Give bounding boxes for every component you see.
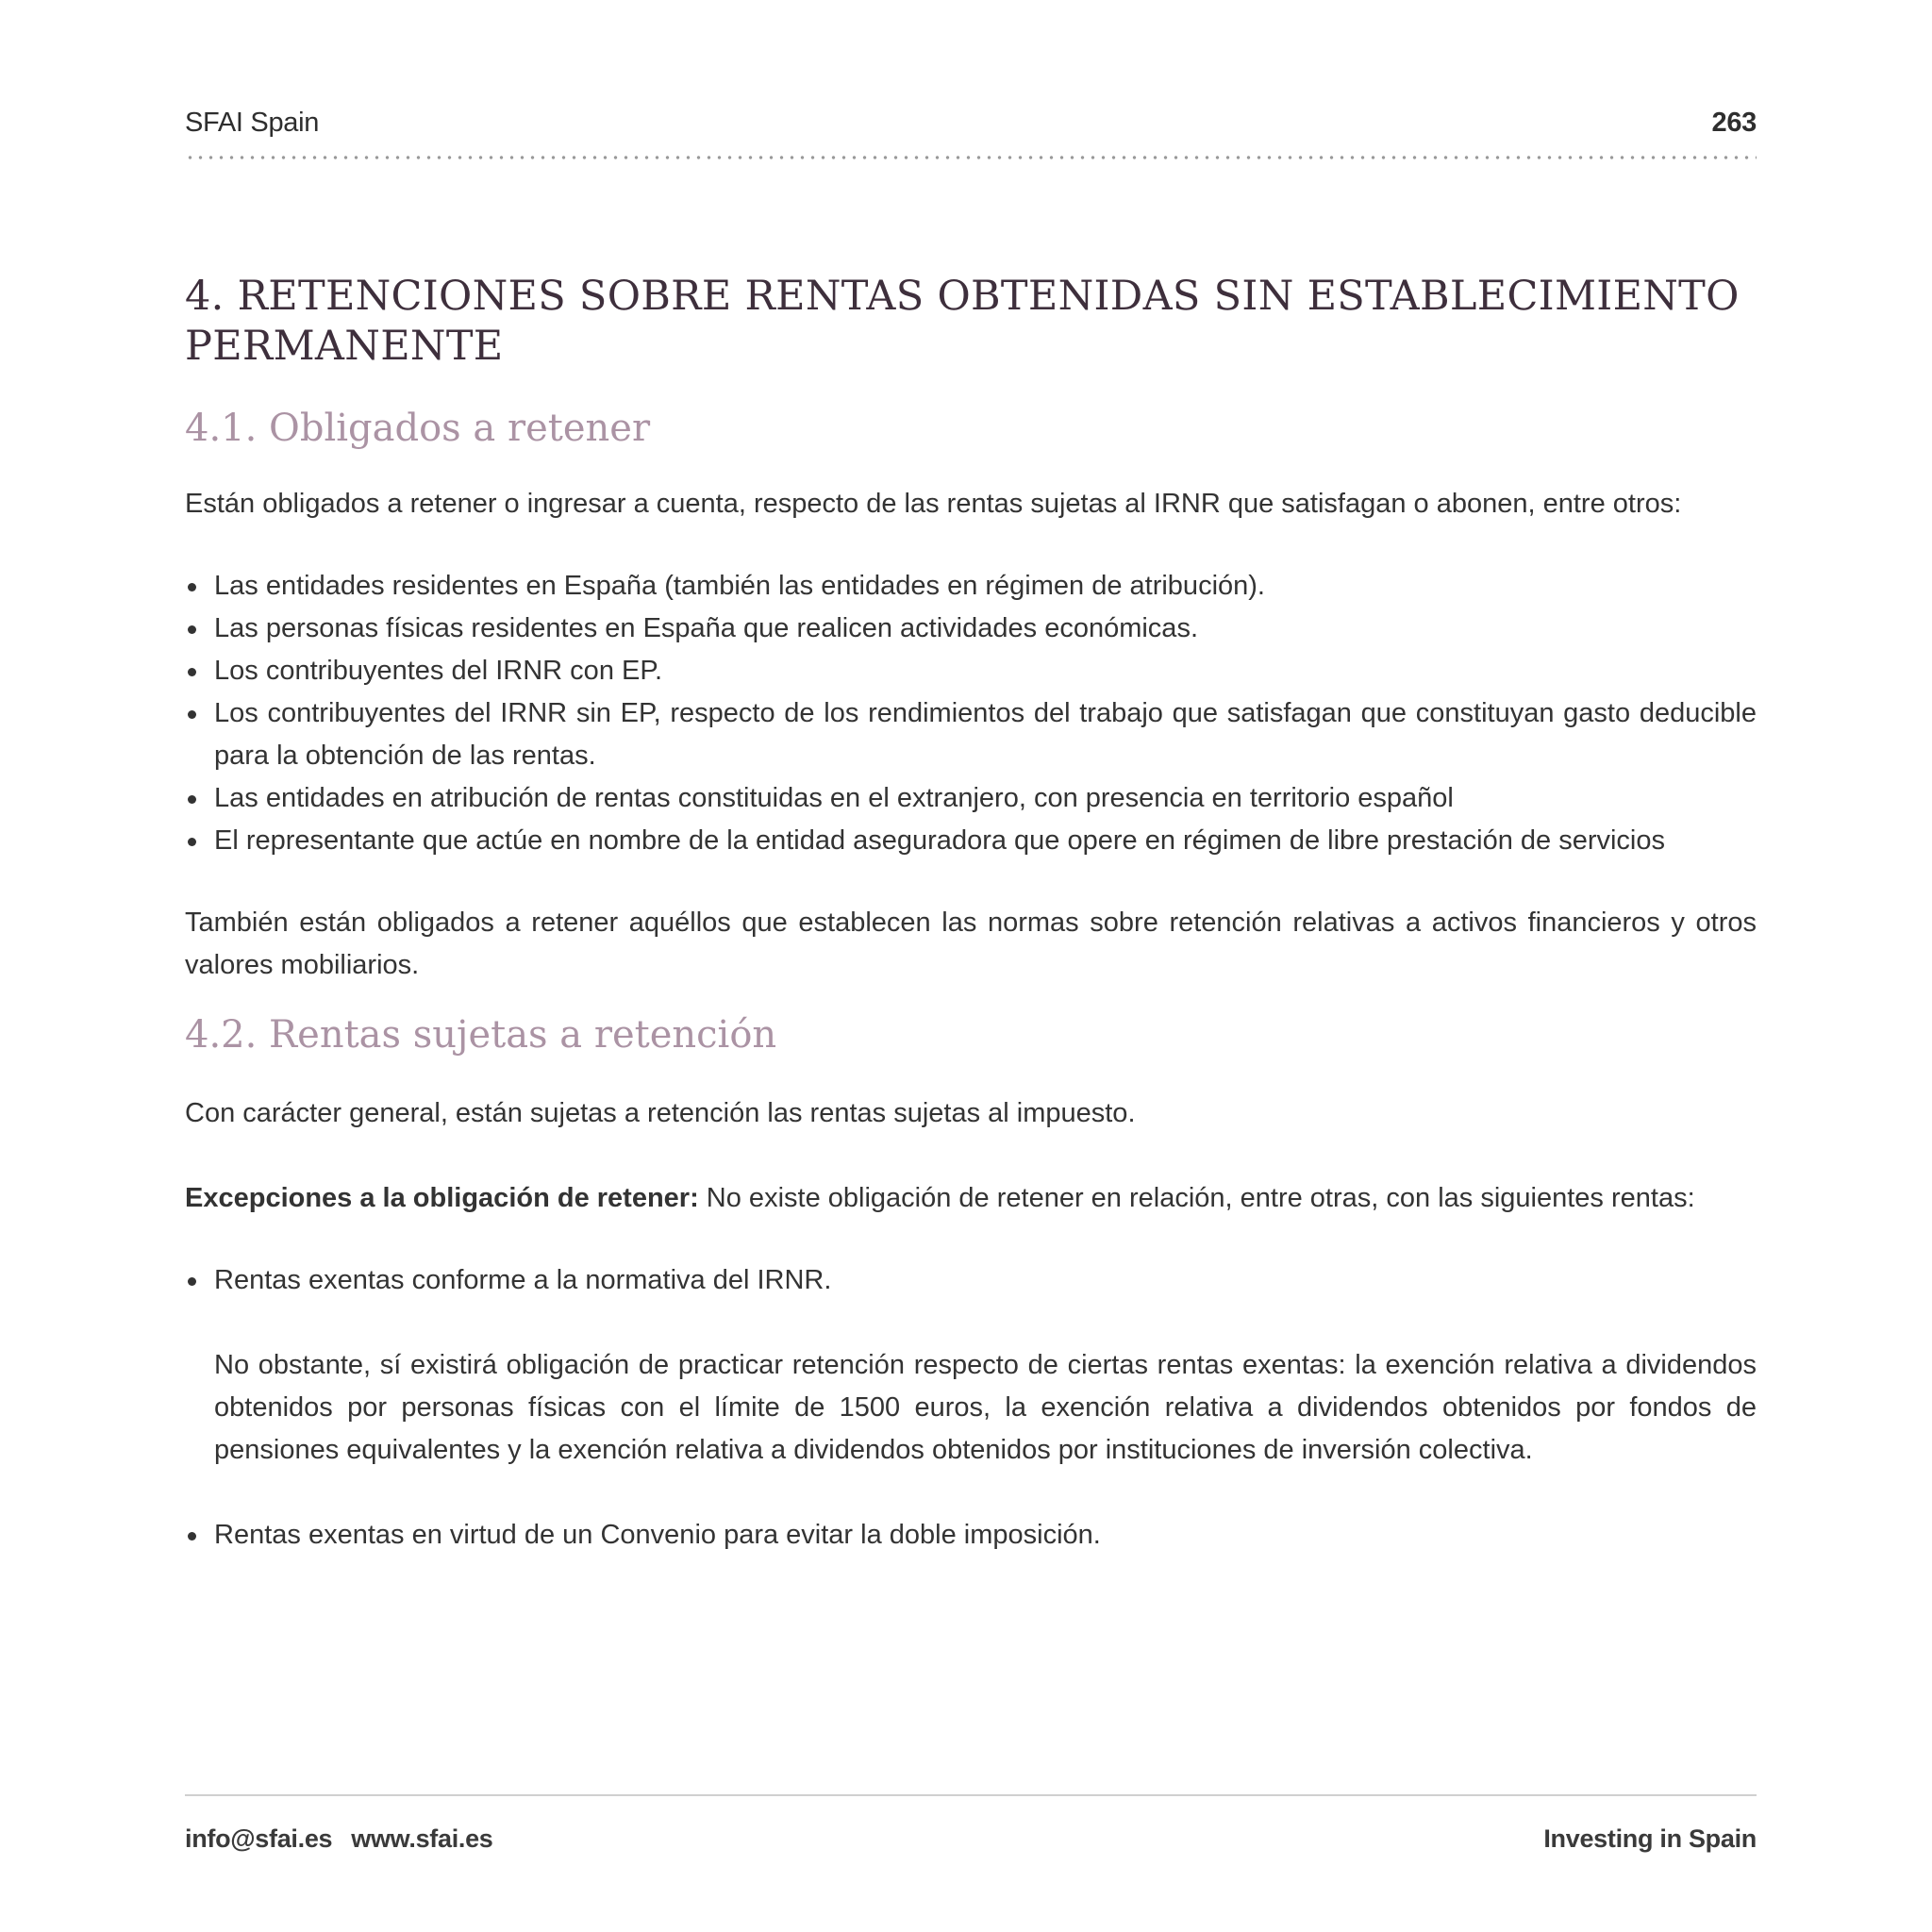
exceptions-label: Excepciones a la obligación de retener:: [185, 1183, 699, 1213]
header-brand: SFAI Spain: [185, 108, 320, 138]
list-item: Los contribuyentes del IRNR con EP.: [185, 650, 1757, 692]
header-dotted-divider: [185, 156, 1757, 159]
paragraph-rentas-intro: Con carácter general, están sujetas a retención las rentas sujetas al impuesto.: [185, 1098, 1136, 1128]
list-item: Las entidades en atribución de rentas constituidas en el extranjero, con presencia en territorio español: [185, 777, 1757, 820]
page-header: [185, 108, 1757, 145]
footer-email: info@sfai.es: [185, 1824, 333, 1853]
list-item: Rentas exentas conforme a la normativa del IRNR.: [185, 1259, 1757, 1302]
list-item: Los contribuyentes del IRNR sin EP, respecto de los rendimientos del trabajo que satisfagan que constituyan gasto deducible para la obtención de las rentas.: [185, 692, 1757, 777]
page-footer: [185, 1824, 1757, 1862]
list-item: Las personas físicas residentes en España que realicen actividades económicas.: [185, 608, 1757, 650]
footer-website: www.sfai.es: [351, 1824, 493, 1853]
paragraph-obligados-closing: También están obligados a retener aquéllos que establecen las normas sobre retención relativas a activos financieros y otros valores mobiliarios.: [185, 908, 1757, 980]
subsection-title-rentas: 4.2. Rentas sujetas a retención: [185, 1013, 777, 1057]
document-page: [185, 0, 1757, 1932]
list-item: El representante que actúe en nombre de la entidad aseguradora que opere en régimen de libre prestación de servicios: [185, 820, 1757, 862]
list-item: Las entidades residentes en España (también las entidades en régimen de atribución).: [185, 565, 1757, 608]
list-exceptions-2: [185, 1514, 1757, 1557]
list-exceptions-1: [185, 1259, 1757, 1302]
footer-divider: [185, 1794, 1757, 1796]
exceptions-text: No existe obligación de retener en relación, entre otras, con las siguientes rentas:: [698, 1183, 1695, 1213]
paragraph-exceptions-note: No obstante, sí existirá obligación de practicar retención respecto de ciertas rentas exentas: la exención relativa a dividendos obtenidos por personas físicas con el límite de 1500 euros, la exención relativa a dividendos obtenidos por fondos de pensiones equivalentes y la exención relativa a dividendos obtenidos por instituciones de inversión colectiva.: [214, 1350, 1757, 1465]
list-obligados: [185, 565, 1757, 862]
subsection-title-obligados: 4.1. Obligados a retener: [185, 407, 651, 450]
footer-contact: [185, 1824, 493, 1854]
paragraph-obligados-intro: Están obligados a retener o ingresar a cuenta, respecto de las rentas sujetas al IRNR que satisfagan o abonen, entre otros:: [185, 489, 1682, 519]
section-title: 4. RETENCIONES SOBRE RENTAS OBTENIDAS SIN ESTABLECIMIENTO PERMANENTE: [185, 273, 1740, 370]
paragraph-exceptions: [185, 1177, 1757, 1220]
footer-publication: Investing in Spain: [1543, 1824, 1757, 1853]
page-content: [185, 272, 1757, 1557]
list-item: Rentas exentas en virtud de un Convenio para evitar la doble imposición.: [185, 1514, 1757, 1557]
page-number: 263: [1711, 108, 1757, 138]
